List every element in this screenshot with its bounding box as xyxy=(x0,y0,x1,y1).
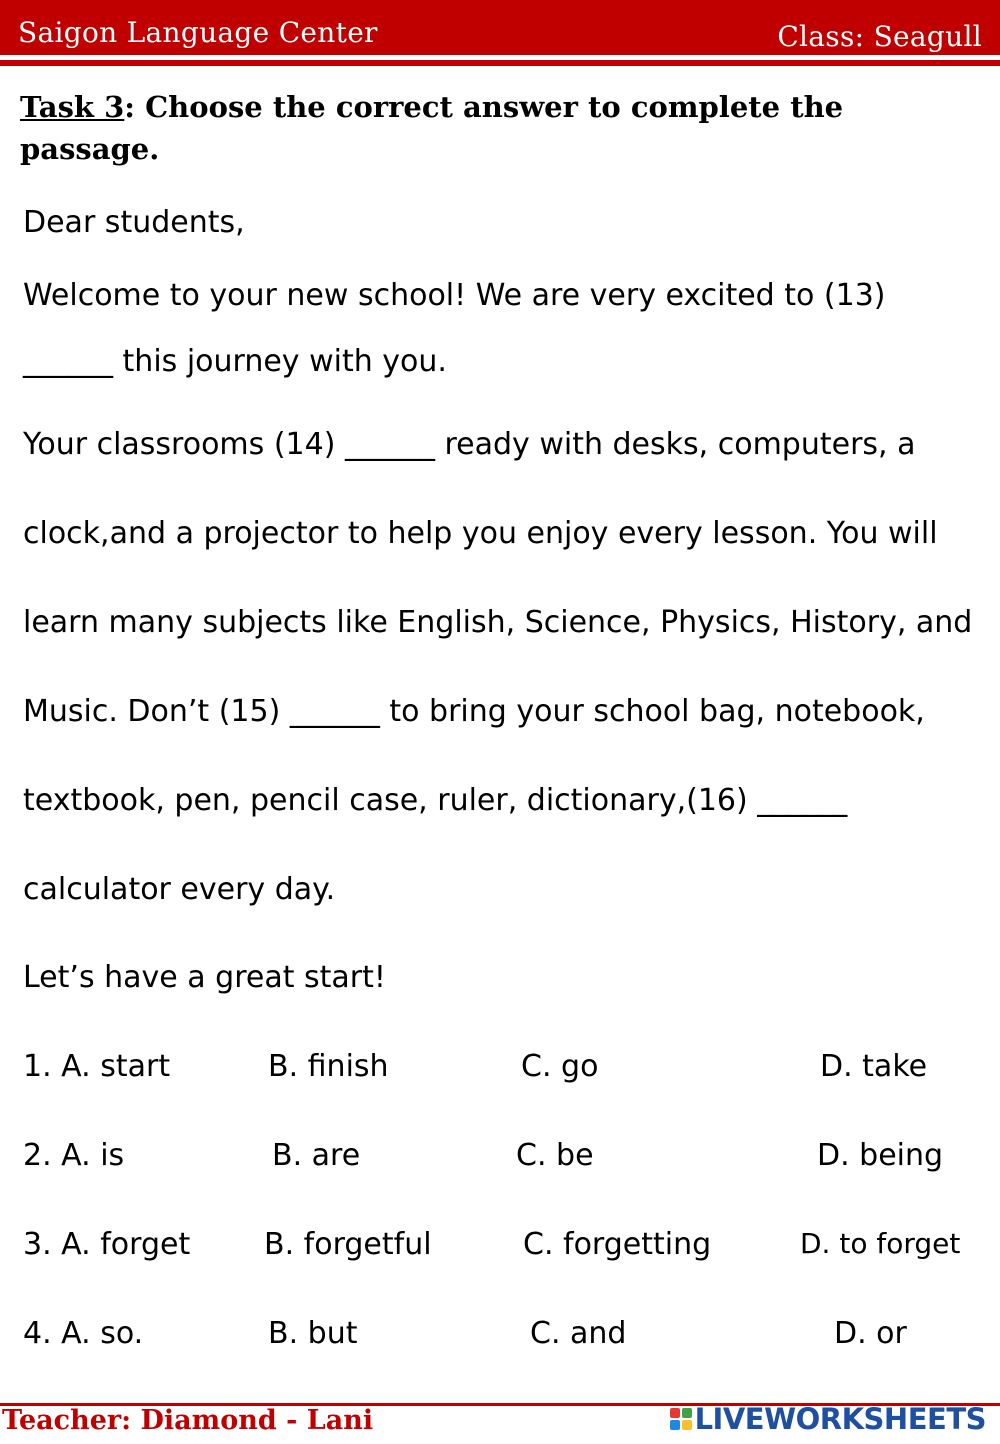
option-b[interactable]: B. are xyxy=(272,1138,361,1173)
task-instruction: : Choose the correct answer to complete the passage. xyxy=(20,90,844,166)
school-name: Saigon Language Center xyxy=(18,16,378,49)
option-b[interactable]: B. forgetful xyxy=(264,1227,432,1262)
passage-line: ______ this journey with you. xyxy=(23,344,447,379)
option-a[interactable]: 2. A. is xyxy=(23,1138,125,1173)
brand-name: LIVEWORKSHEETS xyxy=(694,1402,986,1436)
option-d[interactable]: D. take xyxy=(820,1049,928,1084)
passage-line: textbook, pen, pencil case, ruler, dictionary,(16) ______ xyxy=(23,783,848,818)
option-a[interactable]: 3. A. forget xyxy=(23,1227,191,1262)
option-c[interactable]: C. go xyxy=(521,1049,599,1084)
liveworksheets-icon xyxy=(670,1408,692,1430)
class-label: Class: Seagull xyxy=(777,20,982,53)
passage-line: clock,and a projector to help you enjoy every lesson. You will xyxy=(23,516,938,551)
task-label: Task 3 xyxy=(20,90,125,124)
option-c[interactable]: C. and xyxy=(530,1316,627,1351)
option-d[interactable]: D. being xyxy=(817,1138,944,1173)
passage-line: learn many subjects like English, Science, Physics, History, and xyxy=(23,605,973,640)
option-b[interactable]: B. finish xyxy=(268,1049,389,1084)
option-d[interactable]: D. or xyxy=(834,1316,907,1351)
option-c[interactable]: C. be xyxy=(516,1138,594,1173)
teacher-name: Teacher: Diamond - Lani xyxy=(2,1405,374,1436)
option-b[interactable]: B. but xyxy=(268,1316,358,1351)
header-divider xyxy=(0,60,1000,66)
passage-line: calculator every day. xyxy=(23,872,336,907)
option-a[interactable]: 4. A. so. xyxy=(23,1316,144,1351)
brand-logo[interactable] xyxy=(670,1402,986,1436)
passage-line: Welcome to your new school! We are very excited to (13) xyxy=(23,278,886,313)
passage-line: Let’s have a great start! xyxy=(23,960,386,995)
option-c[interactable]: C. forgetting xyxy=(523,1227,712,1262)
option-d[interactable]: D. to forget xyxy=(800,1227,961,1260)
task-heading xyxy=(20,86,960,170)
passage-line: Dear students, xyxy=(23,205,245,240)
passage-line: Your classrooms (14) ______ ready with desks, computers, a xyxy=(23,427,916,462)
passage-line: Music. Don’t (15) ______ to bring your school bag, notebook, xyxy=(23,694,925,729)
option-a[interactable]: 1. A. start xyxy=(23,1049,171,1084)
